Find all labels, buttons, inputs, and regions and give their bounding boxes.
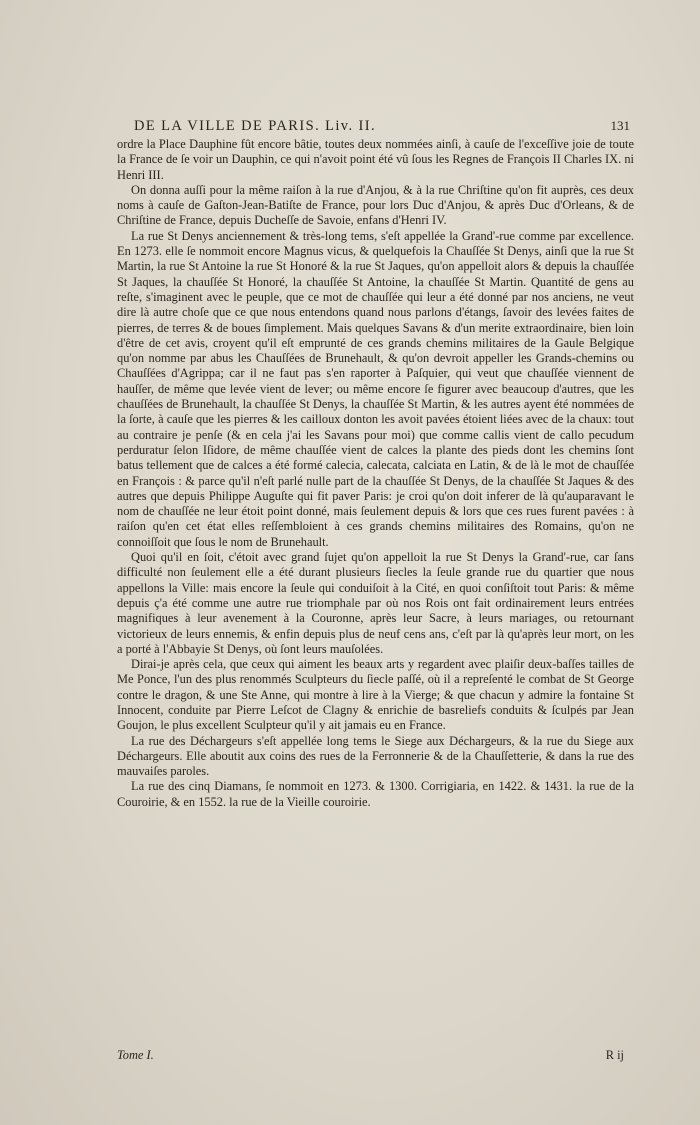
volume-label: Tome I. — [117, 1048, 154, 1062]
signature-mark: R ij — [605, 1048, 624, 1062]
paragraph: La rue des cinq Diamans, ſe nommoit en 1273. & 1300. Corrigiaria, en 1422. & 1431. la rue de la Couroirie, & en 1552. la rue de la Vieille couroirie. — [117, 779, 634, 809]
body-text — [117, 137, 634, 810]
paragraph: La rue des Déchargeurs s'eſt appellée long tems le Siege aux Déchargeurs, & la rue du Siege aux Déchargeurs. Elle aboutit aux coins des rues de la Ferronnerie & de la Chauſſetterie, & dans la rue des mauvaiſes paroles. — [117, 733, 634, 779]
paragraph: Quoi qu'il en ſoit, c'étoit avec grand ſujet qu'on appelloit la rue St Denys la Grand'-rue, car ſans difficulté non ſeulement elle a été durant plusieurs ſiecles la ſeule grande rue du quartier que nous appellons la Ville: mais encore la ſeule qui conduiſoit à la Cité, en quoi conſiſtoit tout Paris: & même depuis ç'a été comme une autre rue triomphale par où nos Rois ont fait ordinairement leurs entrées magnifiques à leur avenement à la Couronne, après leur Sacre, à leurs mariages, ou retournant victorieux de leurs ennemis, & enfin depuis plus de neuf cens ans, c'eſt par là qu'après leur mort, on les a porté à l'Abbayie St Denys, où ſont leurs mauſolées. — [117, 550, 634, 656]
paragraph: ordre la Place Dauphine fût encore bâtie, toutes deux nommées ainſi, à cauſe de l'exceſſive joie de toute la France de ſe voir un Dauphin, ce qui n'avoit point été vû ſous les Regnes de François II Charles IX. ni Henri III. — [117, 137, 634, 182]
page-number: 131 — [610, 118, 630, 133]
running-title: DE LA VILLE DE PARIS. Liv. II. — [134, 118, 377, 134]
paragraph: On donna auſſi pour la même raiſon à la rue d'Anjou, & à la rue Chriſtine qu'on fit auprès, ces deux noms à cauſe de Gaſton-Jean-Batiſte de France, pour lors Duc d'Anjou, & après Duc d'Orleans, & de Chriſtine de France, depuis Ducheſſe de Savoie, enfans d'Henri IV. — [117, 182, 634, 228]
paragraph: La rue St Denys anciennement & très-long tems, s'eſt appellée la Grand'-rue comme par excellence. En 1273. elle ſe nommoit encore Magnus vicus, & quelquefois la Chauſſée St Denys, ainſi que la rue St Martin, la rue St Antoine la rue St Honoré & la rue St Jaques, qu'on appelloit alors & depuis la chauſſée St Jaques, la chauſſée St Honoré, la chauſſée St Antoine, la chauſſée St Martin. Quantité de gens au reſte, s'imaginent avec le peuple, que ce mot de chauſſée qui leur a été donné par nos anciens, ne veut dire là autre choſe que ce que nous entendons quand nous parlons d'étangs, ſavoir des levées faites de pierres, de terres & de boues ſimplement. Mais quelques Savans & d'un merite extraordinaire, bien loin d'être de cet avis, croyent qu'il eſt emprunté de ces grands chemins militaires de la Gaule Belgique qu'on nomme par abus les Chauſſées de Brunehault, & qu'on devroit appeller les Grands-chemins ou Chauſſées d'Agrippa; car il ne faut pas s'en raporter à Paſquier, qui veut que chauſſée viennent de hauſſer, de même que levée vient de lever; ou même encore ſe figurer avec beaucoup d'autres, que les chauſſées de Brunehault, la chauſſée St Denys, la chauſſée St Martin, & les autres ayent été nommées de la ſorte, à cauſe que les pierres & les cailloux donton les avoit pavées étoient liées avec de la chaux: tout au contraire je penſe (& en cela j'ai les Savans pour moi) que comme callis vient de callo pecudum perduratur ſelon Iſidore, de même chauſſée vient de calces la plante des pieds dont les chemins ſont batus tellement que de calces a été formé calecia, calecata, calciata en Latin, & de là le mot de chauſſée en François : & parce qu'il n'eſt parlé nulle part de la chauſſée St Denys, de la chauſſée St Jaques & des autres que depuis Philippe Auguſte qui fit paver Paris: je croi qu'on doit inferer de là qu'auparavant le nom de chauſſée ne leur étoit point donné, mais ſeulement depuis & lors que ces rues furent pavées : à raiſon qu'en cet état elles reſſembloient à ces grands chemins militaires des Romains, qu'on ne connoiſſoit que ſous le nom de Brunehault. — [117, 228, 634, 549]
paragraph: Dirai-je après cela, que ceux qui aiment les beaux arts y regardent avec plaiſir deux-baſſes tailles de Me Ponce, l'un des plus renommés Sculpteurs du ſiecle paſſé, où il a repreſenté le combat de St George contre le dragon, & une Ste Anne, qui montre à lire à la Vierge; & que chacun y admire la fontaine St Innocent, conduite par Pierre Leſcot de Clagny & enrichie de basreliefs conduits & ſculpés par Jean Goujon, le plus excellent Sculpteur qu'il y ait jamais eu en France. — [117, 657, 634, 733]
